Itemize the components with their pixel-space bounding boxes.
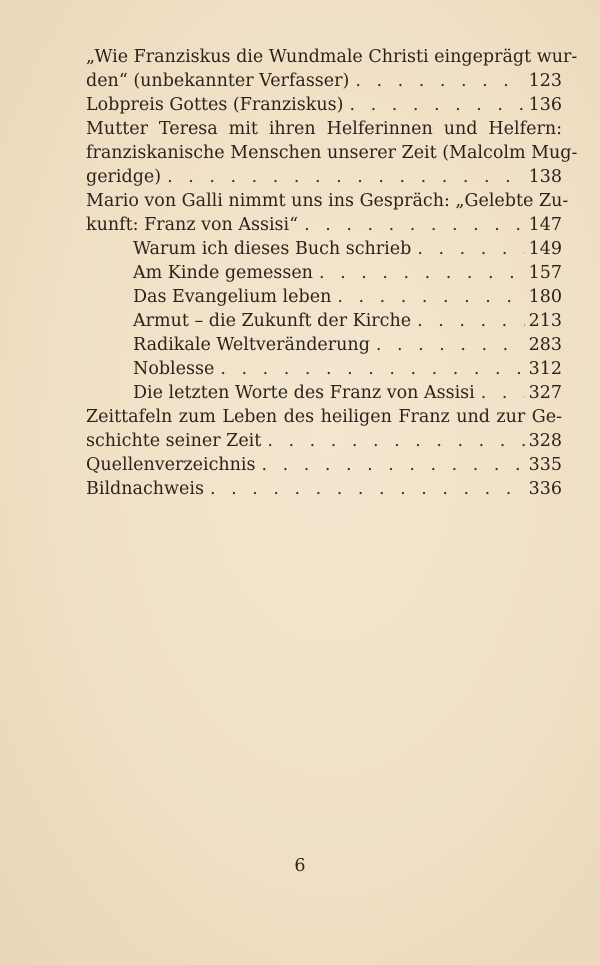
toc-line: [86, 453, 562, 477]
toc-entry: [86, 357, 562, 381]
toc-entry-title: den“ (unbekannter Verfasser): [86, 71, 350, 91]
toc-page-number: 335: [528, 455, 562, 475]
toc-entry-title: Armut – die Zukunft der Kirche: [133, 311, 412, 331]
toc-entry: [86, 405, 562, 453]
dot-leader: [331, 285, 524, 309]
page-number: 6: [294, 856, 306, 876]
toc-line: [86, 189, 569, 213]
dot-leader: [370, 333, 525, 357]
toc-entry-title: Mutter Teresa mit ihren Helferinnen und Helfern:: [86, 119, 562, 139]
toc-line: [86, 213, 562, 237]
toc-line: [86, 309, 562, 333]
toc-page-number: 336: [528, 479, 562, 499]
toc-entry-title: Am Kinde gemessen: [133, 263, 313, 283]
dot-leader: [411, 309, 524, 333]
toc-line: [86, 261, 562, 285]
toc-page-number: 147: [528, 215, 562, 235]
toc-line: [86, 69, 562, 93]
toc-entry: [86, 45, 578, 93]
toc-page-number: 123: [528, 71, 562, 91]
toc-page-number: 149: [528, 239, 562, 259]
dot-leader: [411, 237, 524, 261]
dot-leader: [204, 477, 525, 501]
toc-page-number: 327: [528, 383, 562, 403]
toc-page-number: 328: [528, 431, 562, 451]
toc-entry-title: Bildnachweis: [86, 479, 204, 499]
toc-line: [86, 93, 562, 117]
toc-entry: [86, 117, 578, 189]
toc-entry: [86, 333, 562, 357]
toc-page-number: 138: [528, 167, 562, 187]
toc-page-number: 136: [528, 95, 562, 115]
toc-page-number: 180: [528, 287, 562, 307]
toc-line: [86, 405, 562, 429]
toc-entry: [86, 477, 562, 501]
dot-leader: [349, 69, 524, 93]
toc-page-number: 157: [528, 263, 562, 283]
toc-page-number: 312: [528, 359, 562, 379]
toc-entry-title: „Wie Franziskus die Wundmale Christi eingeprägt wur-: [86, 47, 578, 67]
toc-entry: [86, 453, 562, 477]
toc-entry-title: geridge): [86, 167, 162, 187]
toc-line: [86, 117, 562, 141]
toc-entry: [86, 189, 569, 237]
toc-line: [86, 357, 562, 381]
toc-page-number: 213: [528, 311, 562, 331]
toc-entry-title: Zeittafeln zum Leben des heiligen Franz und zur Ge-: [86, 407, 562, 427]
toc-entry-title: Warum ich dieses Buch schrieb: [133, 239, 412, 259]
toc-page-number: 283: [528, 335, 562, 355]
toc-entry-title: Noblesse: [133, 359, 215, 379]
toc-line: [86, 141, 578, 165]
toc-entry-title: Lobpreis Gottes (Franziskus): [86, 95, 344, 115]
dot-leader: [298, 213, 525, 237]
dot-leader: [313, 261, 525, 285]
toc-entry-title: Quellenverzeichnis: [86, 455, 256, 475]
toc-entry: [86, 381, 562, 405]
toc-entry: [86, 93, 562, 117]
toc-line: [86, 381, 562, 405]
toc-entry-title: Radikale Weltveränderung: [133, 335, 370, 355]
toc-entry-title: Die letzten Worte des Franz von Assisi: [133, 383, 475, 403]
dot-leader: [343, 93, 524, 117]
toc-entry-title: franziskanische Menschen unserer Zeit (Malcolm Mug-: [86, 143, 578, 163]
dot-leader: [475, 381, 525, 405]
dot-leader: [214, 357, 524, 381]
toc-line: [86, 429, 562, 453]
toc-entry: [86, 285, 562, 309]
dot-leader: [256, 453, 525, 477]
toc-line: [86, 285, 562, 309]
toc-line: [86, 333, 562, 357]
toc-entry-title: Mario von Galli nimmt uns ins Gespräch: „Gelebte Zu-: [86, 191, 569, 211]
dot-leader: [261, 429, 524, 453]
toc-line: [86, 477, 562, 501]
toc-entry: [86, 309, 562, 333]
dot-leader: [161, 165, 524, 189]
toc-line: [86, 165, 562, 189]
toc-line: [86, 45, 578, 69]
toc-entry-title: kunft: Franz von Assisi“: [86, 215, 299, 235]
toc-entry: [86, 261, 562, 285]
toc-line: [86, 237, 562, 261]
toc-entry: [86, 237, 562, 261]
toc-entry-title: schichte seiner Zeit: [86, 431, 262, 451]
table-of-contents: [86, 45, 578, 501]
toc-entry-title: Das Evangelium leben: [133, 287, 332, 307]
